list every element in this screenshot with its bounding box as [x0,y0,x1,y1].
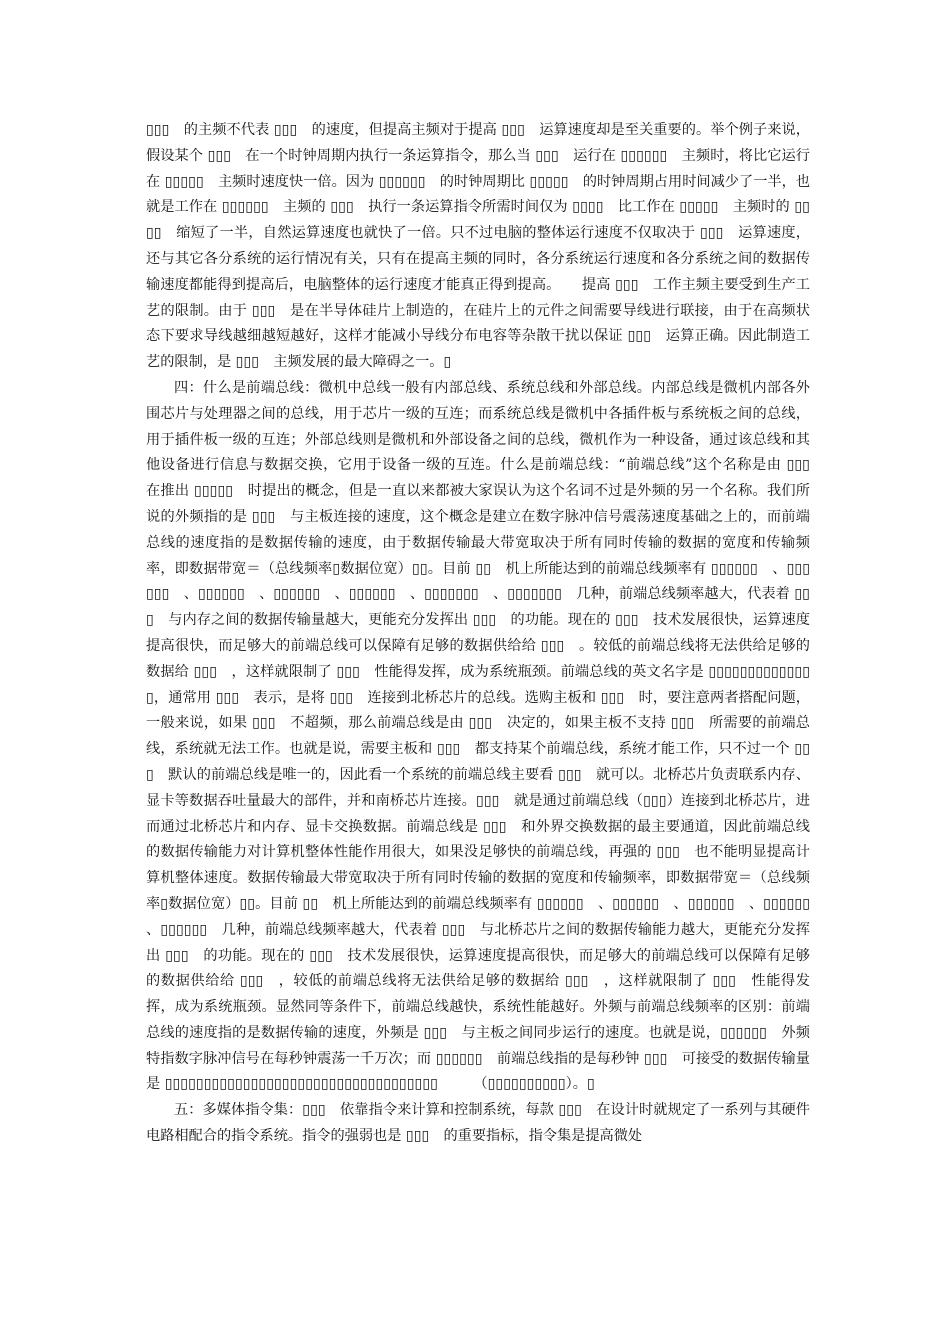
paragraph-multimedia-instructions: 五：多媒体指令集：▯▯▯ 依靠指令来计算和控制系统，每款 ▯▯▯ 在设计时就规定了一系列与其硬件电路相配合的指令系统。指令的强弱也是 ▯▯▯ 的重要指标，指令集是提高微处 [146,1102,810,1145]
document-page [146,118,825,1150]
paragraph-front-side-bus: 四：什么是前端总线：微机中总线一般有内部总线、系统总线和外部总线。内部总线是微机内部各外围芯片与处理器之间的总线，用于芯片一级的互连；而系统总线是微机中各插件板与系统板之间的总线，用于插件板一级的互连；外部总线则是微机和外部设备之间的总线，微机作为一种设备，通过该总线和其他设备进行信息与数据交换，它用于设备一级的互连。什么是前端总线：“前端总线”这个名称是由 ▯▯▯ 在推出 ▯▯▯▯▯ 时提出的概念，但是一直以来都被大家误认为这个名词不过是外频的另一个名称。我们所说的外频指的是 ▯▯▯ 与主板连接的速度，这个概念是建立在数字脉冲信号震荡速度基础之上的，而前端总线的速度指的是数据传输的速度，由于数据传输最大带宽取决于所有同时传输的数据的宽度和传输频率，即数据带宽＝（总线频率▯数据位宽）▯▯。目前 ▯▯ 机上所能达到的前端总线频率有 ▯▯▯▯▯▯ 、▯▯▯▯▯▯ 、▯▯▯▯▯▯ 、▯▯▯▯▯▯ 、▯▯▯▯▯▯ 、▯▯▯▯▯▯▯ 、▯▯▯▯▯▯▯ 几种，前端总线频率越大，代表着 ▯▯▯ 与内存之间的数据传输量越大，更能充分发挥出 ▯▯▯ 的功能。现在的 ▯▯▯ 技术发展很快，运算速度提高很快，而足够大的前端总线可以保障有足够的数据供给给 ▯▯▯ 。较低的前端总线将无法供给足够的数据给 ▯▯▯ ，这样就限制了 ▯▯▯ 性能得发挥，成为系统瓶颈。前端总线的英文名字是 ▯▯▯▯▯▯▯▯▯▯▯▯▯▯，通常用 ▯▯▯ 表示，是将 ▯▯▯ 连接到北桥芯片的总线。选购主板和 ▯▯▯ 时，要注意两者搭配问题，一般来说，如果 ▯▯▯ 不超频，那么前端总线是由 ▯▯▯ 决定的，如果主板不支持 ▯▯▯ 所需要的前端总线，系统就无法工作。也就是说，需要主板和 ▯▯▯ 都支持某个前端总线，系统才能工作，只不过一个 ▯▯▯ 默认的前端总线是唯一的，因此看一个系统的前端总线主要看 ▯▯▯ 就可以。北桥芯片负责联系内存、显卡等数据吞吐量最大的部件，并和南桥芯片连接。▯▯▯ 就是通过前端总线（▯▯▯）连接到北桥芯片，进而通过北桥芯片和内存、显卡交换数据。前端总线是 ▯▯▯ 和外界交换数据的最主要通道，因此前端总线的数据传输能力对计算机整体性能作用很大，如果没足够快的前端总线，再强的 ▯▯▯ 也不能明显提高计算机整体速度。数据传输最大带宽取决于所有同时传输的数据的宽度和传输频率，即数据带宽＝（总线频率▯数据位宽）▯▯。目前 ▯▯ 机上所能达到的前端总线频率有 ▯▯▯▯▯▯ 、▯▯▯▯▯▯ 、▯▯▯▯▯▯ 、▯▯▯▯▯▯ 、▯▯▯▯▯▯ 几种，前端总线频率越大，代表着 ▯▯▯ 与北桥芯片之间的数据传输能力越大，更能充分发挥出 ▯▯▯ 的功能。现在的 ▯▯▯ 技术发展很快，运算速度提高很快，而足够大的前端总线可以保障有足够的数据供给给 ▯▯▯ ，较低的前端总线将无法供给足够的数据给 ▯▯▯ ，这样就限制了 ▯▯▯ 性能得发挥，成为系统瓶颈。显然同等条件下，前端总线越快，系统性能越好。外频与前端总线频率的区别：前端总线的速度指的是数据传输的速度，外频是 ▯▯▯ 与主板之间同步运行的速度。也就是说，▯▯▯▯▯▯ 外频特指数字脉冲信号在每秒钟震荡一千万次；而 ▯▯▯▯▯▯ 前端总线指的是每秒钟 ▯▯▯ 可接受的数据传输量是 ▯▯▯▯▯▯▯▯▯▯▯▯▯▯▯▯▯▯▯▯▯▯▯▯▯▯▯▯▯▯▯▯▯▯▯ （▯▯▯▯▯▯▯▯▯▯）。▯ [146,379,825,1093]
paragraph-cpu-frequency: ▯▯▯ 的主频不代表 ▯▯▯ 的速度，但提高主频对于提高 ▯▯▯ 运算速度却是至关重要的。举个例子来说，假设某个 ▯▯▯ 在一个时钟周期内执行一条运算指令，那么当 ▯▯▯ 运行在 ▯▯▯▯▯▯ 主频时，将比它运行在 ▯▯▯▯▯ 主频时速度快一倍。因为 ▯▯▯▯▯▯ 的时钟周期比 ▯▯▯▯▯ 的时钟周期占用时间减少了一半，也就是工作在 ▯▯▯▯▯▯ 主频的 ▯▯▯ 执行一条运算指令所需时间仅为 ▯▯▯▯ 比工作在 ▯▯▯▯▯ 主频时的 ▯▯▯▯ 缩短了一半，自然运算速度也就快了一倍。只不过电脑的整体运行速度不仅取决于 ▯▯▯ 运算速度，还与其它各分系统的运行情况有关，只有在提高主频的同时，各分系统运行速度和各分系统之间的数据传输速度都能得到提高后，电脑整体的运行速度才能真正得到提高。 提高 ▯▯▯ 工作主频主要受到生产工艺的限制。由于 ▯▯▯ 是在半导体硅片上制造的，在硅片上的元件之间需要导线进行联接，由于在高频状态下要求导线越细越短越好，这样才能减小导线分布电容等杂散干扰以保证 ▯▯▯ 运算正确。因此制造工艺的限制，是 ▯▯▯ 主频发展的最大障碍之一。▯ [146,122,810,371]
